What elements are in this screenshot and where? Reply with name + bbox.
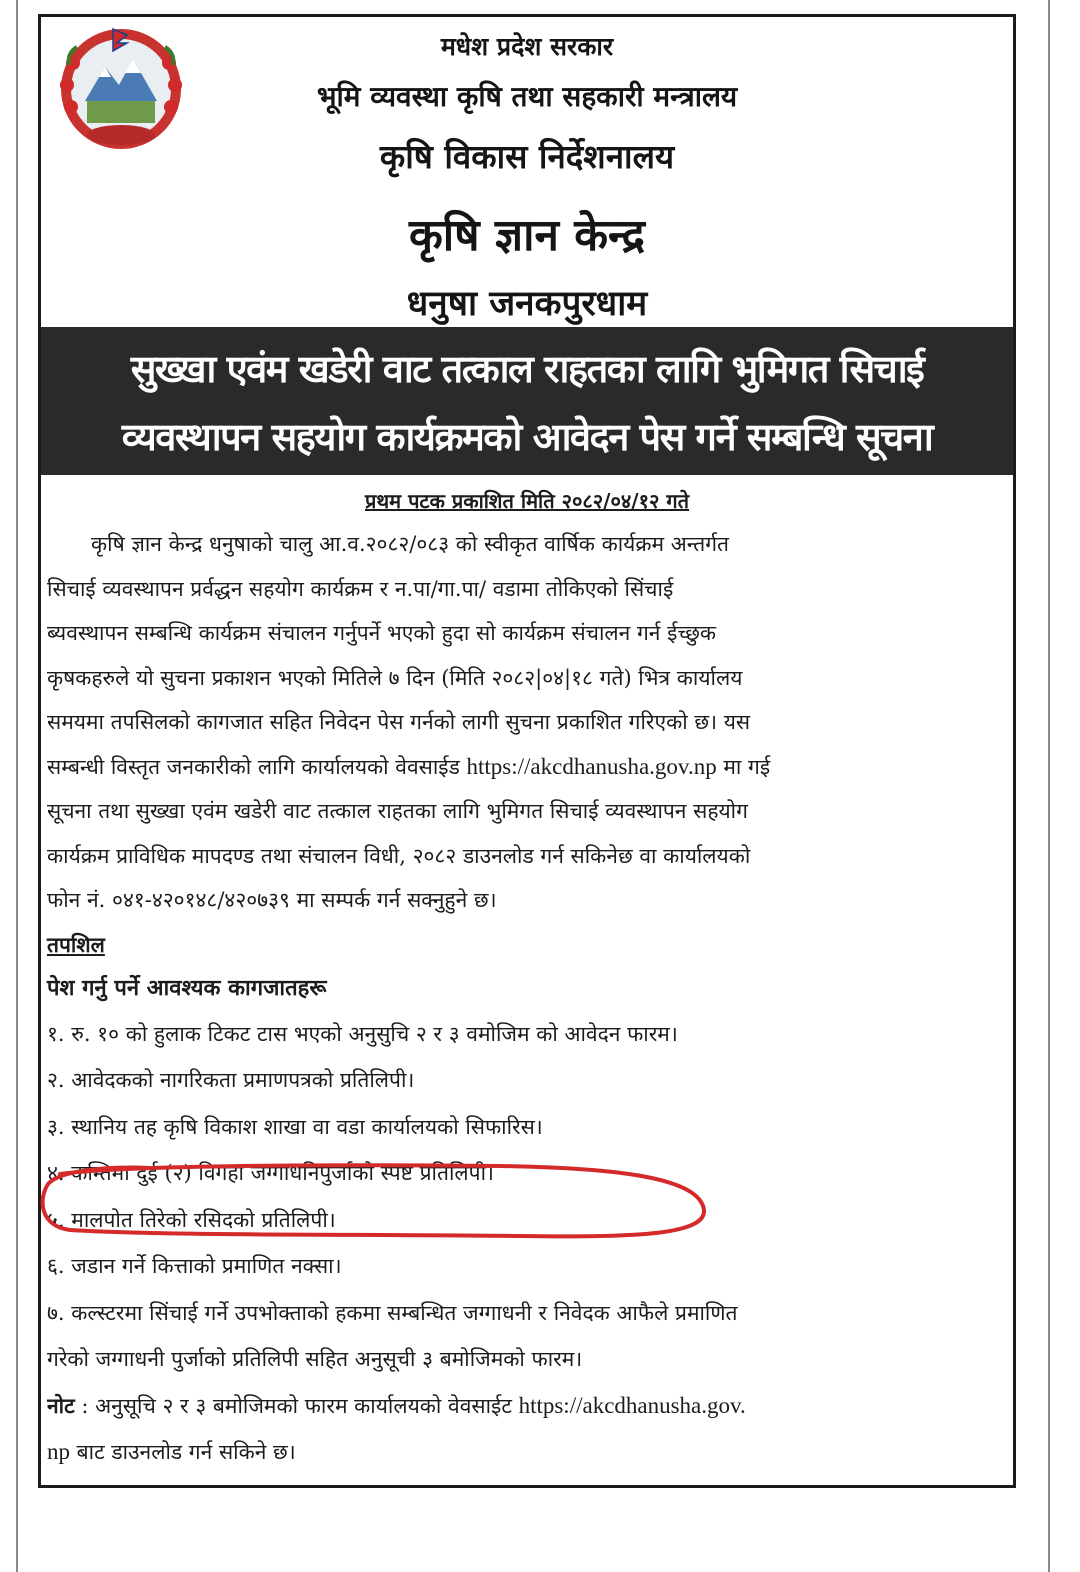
body-text: सम्बन्धी विस्तृत जनकारीको लागि कार्यालयको वेवसाईड: [47, 754, 467, 779]
list-item: ६. जडान गर्ने कित्ताको प्रमाणित नक्सा।: [47, 1254, 342, 1278]
body-line-with-url: [47, 745, 1007, 790]
header-line-directorate: कृषि विकास निर्देशनालय: [379, 137, 675, 176]
body-line: सूचना तथा सुख्खा एवंम खडेरी वाट तत्काल राहतका लागि भुमिगत सिचाई व्यवस्थापन सहयोग: [47, 799, 748, 823]
body-line: फोन नं. ०४१-४२०१४८/४२०७३९ मा सम्पर्क गर्न सक्नुहुने छ।: [47, 888, 497, 912]
list-item: १. रु. १० को हुलाक टिकट टास भएको अनुसुचि २ र ३ वमोजिम को आवेदन फारम।: [47, 1021, 678, 1046]
notice-document: [38, 14, 1016, 1488]
body-line: ब्यवस्थापन सम्बन्धि कार्यक्रम संचालन गर्नुपर्ने भएको हुदा सो कार्यक्रम संचालन गर्न ईच्छुक: [47, 621, 717, 645]
list-item-highlighted: ४. कम्तिमा दुई (२) विगहा जग्गाधनिपुर्जाको स्पष्ट प्रतिलिपी।: [47, 1161, 494, 1185]
list-item: ७. कल्स्टरमा सिंचाई गर्ने उपभोक्ताको हकमा सम्बन्धित जग्गाधनी र निवेदक आफैले प्रमाणित: [47, 1300, 738, 1325]
notice-body: [41, 475, 1013, 1476]
banner-line-2: व्यवस्थापन सहयोग कार्यक्रमको आवेदन पेस गर्ने सम्बन्धि सूचना: [121, 415, 933, 459]
note-website-link-cont[interactable]: np: [47, 1439, 70, 1464]
header-line-ministry: भूमि व्यवस्था कृषि तथा सहकारी मन्त्रालय: [316, 80, 738, 113]
body-line: कृषकहरुले यो सुचना प्रकाशन भएको मितिले ७ दिन (मिति २०८२|०४|१८ गते) भित्र कार्यालय: [47, 665, 743, 690]
body-line: समयमा तपसिलको कागजात सहित निवेदन पेस गर्नको लागी सुचना प्रकाशित गरिएको छ। यस: [47, 710, 751, 734]
header-line-office: कृषि ज्ञान केन्द्र: [408, 210, 646, 261]
published-date: प्रथम पटक प्रकाशित मिति २०८२/०४/१२ गते: [364, 489, 690, 513]
section-title: तपशिल: [47, 931, 105, 957]
header-line-location: धनुषा जनकपुरधाम: [406, 284, 648, 324]
banner-line-1: सुख्खा एवंम खडेरी वाट तत्काल राहतका लागि भुमिगत सिचाई: [130, 347, 924, 391]
list-item: ५. मालपोत तिरेको रसिदको प्रतिलिपी।: [47, 1207, 336, 1232]
note-website-link[interactable]: https://akcdhanusha.gov.: [518, 1392, 746, 1418]
body-line: कार्यक्रम प्राविधिक मापदण्ड तथा संचालन विधी, २०८२ डाउनलोड गर्न सकिनेछ वा कार्यालयको: [47, 843, 751, 868]
body-line: सिचाई व्यवस्थापन प्रर्वद्धन सहयोग कार्यक्रम र न.पा/गा.पा/ वडामा तोकिएको सिंचाई: [47, 576, 674, 601]
note-label: नोट: [47, 1393, 75, 1418]
website-link[interactable]: https://akcdhanusha.gov.np: [466, 753, 717, 779]
notice-title-banner: [41, 327, 1013, 475]
body-text: मा गई: [716, 754, 771, 779]
list-item: गरेको जग्गाधनी पुर्जाको प्रतिलिपी सहित अनुसूची ३ बमोजिमको फारम।: [47, 1347, 583, 1371]
page-edge-right: [1048, 0, 1050, 1572]
note-text: बाट डाउनलोड गर्न सकिने छ।: [70, 1440, 296, 1464]
header-line-province: मधेश प्रदेश सरकार: [440, 32, 614, 61]
list-item: ३. स्थानिय तह कृषि विकाश शाखा वा वडा कार्यालयको सिफारिस।: [47, 1114, 543, 1139]
body-line: कृषि ज्ञान केन्द्र धनुषाको चालु आ.व.२०८२/०८३ को स्वीकृत वार्षिक कार्यक्रम अन्तर्गत: [91, 532, 729, 556]
note-text: : अनुसूचि २ र ३ बमोजिमको फारम कार्यालयको वेवसाईट: [74, 1393, 519, 1418]
page-edge-left: [16, 0, 18, 1572]
documents-heading: पेश गर्नु पर्ने आवश्यक कागजातहरू: [47, 975, 327, 1001]
letterhead: [41, 17, 1013, 327]
list-item: २. आवेदकको नागरिकता प्रमाणपत्रको प्रतिलिपी।: [47, 1068, 415, 1092]
note-line-2: [47, 1429, 1007, 1476]
note-line: [47, 1383, 1007, 1430]
